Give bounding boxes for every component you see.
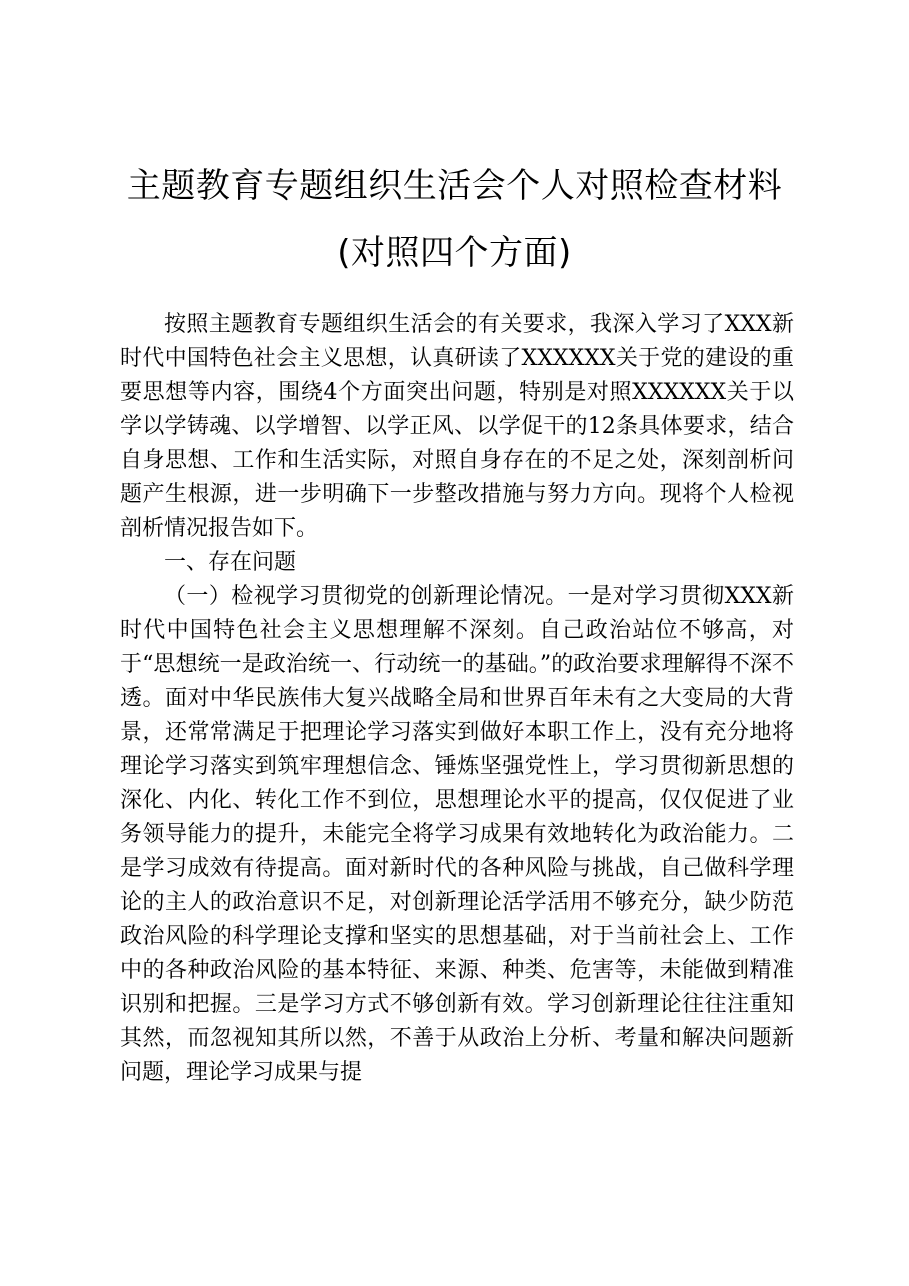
document-body: [120, 308, 794, 1090]
document-subtitle: (对照四个方面): [337, 233, 572, 273]
section-heading-1: 一、存在问题: [164, 550, 297, 575]
intro-paragraph: 按照主题教育专题组织生活会的有关要求，我深入学习了XXX新时代中国特色社会主义思想，认真研读了XXXXXX关于党的建设的重要思想等内容，围绕4个方面突出问题，特别是对照XXXXXX关于以学以学铸魂、以学增智、以学正风、以学促干的12条具体要求，结合自身思想、工作和生活实际，对照自身存在的不足之处，深刻剖析问题产生根源，进一步明确下一步整改措施与努力方向。现将个人检视剖析情况报告如下。: [120, 312, 794, 541]
document-title: 主题教育专题组织生活会个人对照检查材料: [126, 166, 783, 206]
section-1-paragraph-1: （一）检视学习贯彻党的创新理论情况。一是对学习贯彻XXX新时代中国特色社会主义思想理解不深刻。自己政治站位不够高，对于“思想统一是政治统一、行动统一的基础。”的政治要求理解得不深不透。面对中华民族伟大复兴战略全局和世界百年未有之大变局的大背景，还常常满足于把理论学习落实到做好本职工作上，没有充分地将理论学习落实到筑牢理想信念、锤炼坚强党性上，学习贯彻新思想的深化、内化、转化工作不到位，思想理论水平的提高，仅仅促进了业务领导能力的提升，未能完全将学习成果有效地转化为政治能力。二是学习成效有待提高。面对新时代的各种风险与挑战，自己做科学理论的主人的政治意识不足，对创新理论活学活用不够充分，缺少防范政治风险的科学理论支撑和坚实的思想基础，对于当前社会上、工作中的各种政治风险的基本特征、来源、种类、危害等，未能做到精准识别和把握。三是学习方式不够创新有效。学习创新理论往往注重知其然，而忽视知其所以然，不善于从政治上分析、考量和解决问题新问题，理论学习成果与提: [120, 584, 794, 1085]
